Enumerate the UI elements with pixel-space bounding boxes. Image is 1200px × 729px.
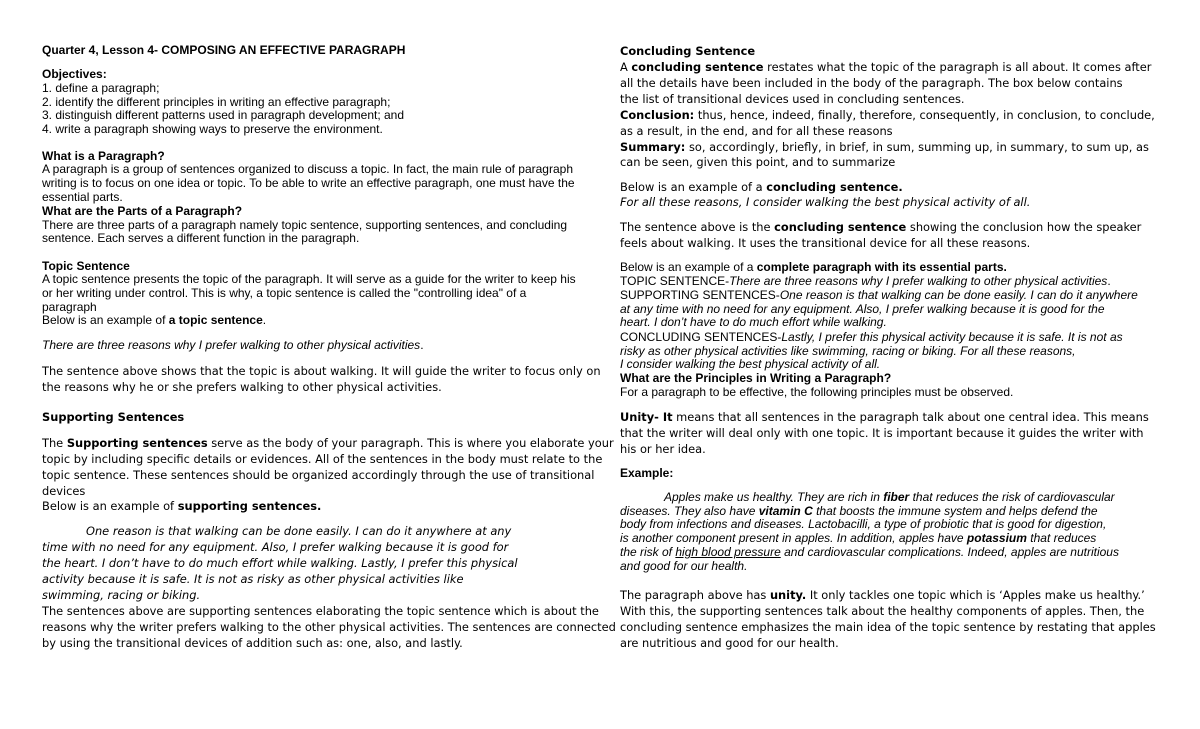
conclusion-devices: as a result, in the end, and for all these reasons <box>620 124 893 138</box>
apples-paragraph-line: body from infections and diseases. Lactobacilli, a type of probiotic that is good for digestion, <box>620 517 1107 531</box>
concluding-heading: Concluding Sentence <box>620 44 756 58</box>
paragraph-line: writing is to focus on one idea or topic. To be able to write an effective paragraph, one must have the <box>42 176 575 190</box>
paragraph-line: The sentence above shows that the topic is about walking. It will guide the writer to focus only on <box>42 364 601 378</box>
example-sentence: There are three reasons why I prefer walking to other physical activities. <box>42 338 424 352</box>
paragraph-line: sentence. Each serves a different function in the paragraph. <box>42 231 360 245</box>
example-intro: Below is an example of a topic sentence. <box>42 313 267 327</box>
paragraph-line: essential parts. <box>42 190 123 204</box>
paragraph-line: A concluding sentence restates what the topic of the paragraph is all about. It comes after <box>620 60 1152 74</box>
paragraph-line: concluding sentence emphasizes the main idea of the topic sentence by restating that apples <box>620 620 1156 634</box>
concluding-sentences-example: CONCLUDING SENTENCES-Lastly, I prefer this physical activity because it is safe. It is not as <box>620 330 1123 344</box>
supporting-sentences-example: at any time with no need for any equipment. Also, I prefer walking because it is good for the <box>620 302 1105 316</box>
paragraph-line: the reasons why he or she prefers walking to other physical activities. <box>42 380 442 394</box>
paragraph-line: all the details have been included in the body of the paragraph. The box below contains <box>620 76 1123 90</box>
apples-paragraph-line: is another component present in apples. In addition, apples have potassium that reduces <box>620 531 1097 545</box>
paragraph-line: reasons why the writer prefers walking to the other physical activities. The sentences are connected <box>42 620 616 634</box>
paragraph-line: his or her idea. <box>620 442 706 456</box>
concluding-sentences-example: I consider walking the best physical activity of all. <box>620 357 881 371</box>
paragraph-line: For a paragraph to be effective, the following principles must be observed. <box>620 385 1014 399</box>
paragraph-line: The paragraph above has unity. It only tackles one topic which is ‘Apples make us healthy.’ <box>620 588 1145 602</box>
supporting-sentences-example: heart. I don’t have to do much effort while walking. <box>620 315 887 329</box>
paragraph-line: feels about walking. It uses the transitional device for all these reasons. <box>620 236 1031 250</box>
paragraph-line: that the writer will deal only with one topic. It is important because it guides the writer with <box>620 426 1144 440</box>
what-is-heading: What is a Paragraph? <box>42 149 165 163</box>
paragraph-line: are nutritious and good for our health. <box>620 636 839 650</box>
paragraph-line: topic by including specific details or evidences. All of the sentences in the body must relate to the <box>42 452 603 466</box>
supporting-sentences-example: SUPPORTING SENTENCES-One reason is that walking can be done easily. I can do it anywhere <box>620 288 1138 302</box>
topic-heading: Topic Sentence <box>42 259 130 273</box>
summary-devices: can be seen, given this point, and to summarize <box>620 155 896 169</box>
objective-item: 1. define a paragraph; <box>42 81 160 95</box>
topic-sentence-example: TOPIC SENTENCE-There are three reasons why I prefer walking to other physical activities. <box>620 274 1111 288</box>
example-intro: Below is an example of a concluding sentence. <box>620 180 903 194</box>
paragraph-line: topic sentence. These sentences should be organized accordingly through the use of transitional <box>42 468 595 482</box>
paragraph-line: the list of transitional devices used in concluding sentences. <box>620 92 965 106</box>
example-sentence: time with no need for any equipment. Also, I prefer walking because it is good for <box>42 540 509 554</box>
objective-item: 3. distinguish different patterns used in paragraph development; and <box>42 108 405 122</box>
concluding-sentences-example: risky as other physical activities like swimming, racing or biking. For all these reasons, <box>620 344 1076 358</box>
paragraph-line: There are three parts of a paragraph namely topic sentence, supporting sentences, and concluding <box>42 218 567 232</box>
paragraph-line: The Supporting sentences serve as the body of your paragraph. This is where you elaborate your <box>42 436 614 450</box>
apples-paragraph-line: and good for our health. <box>620 559 748 573</box>
objective-item: 2. identify the different principles in writing an effective paragraph; <box>42 95 391 109</box>
example-heading: Example: <box>620 466 674 480</box>
parts-heading: What are the Parts of a Paragraph? <box>42 204 243 218</box>
example-intro: Below is an example of supporting sentences. <box>42 499 322 513</box>
example-sentence: activity because it is safe. It is not as risky as other physical activities like <box>42 572 464 586</box>
objectives-heading: Objectives: <box>42 67 107 81</box>
example-sentence: One reason is that walking can be done easily. I can do it anywhere at any <box>86 524 512 538</box>
paragraph-line: A paragraph is a group of sentences organized to discuss a topic. In fact, the main rule of paragraph <box>42 162 573 176</box>
paragraph-line: by using the transitional devices of addition such as: one, also, and lastly. <box>42 636 463 650</box>
paragraph-line: paragraph <box>42 300 97 314</box>
unity-definition: Unity- It means that all sentences in the paragraph talk about one central idea. This means <box>620 410 1149 424</box>
summary-devices: Summary: so, accordingly, briefly, in brief, in sum, summing up, in summary, to sum up, as <box>620 140 1149 154</box>
paragraph-line: The sentences above are supporting sentences elaborating the topic sentence which is about the <box>42 604 599 618</box>
lesson-title: Quarter 4, Lesson 4- COMPOSING AN EFFECTIVE PARAGRAPH <box>42 43 406 57</box>
paragraph-line: With this, the supporting sentences talk about the healthy components of apples. Then, the <box>620 604 1145 618</box>
conclusion-devices: Conclusion: thus, hence, indeed, finally, therefore, consequently, in conclusion, to conclude, <box>620 108 1155 122</box>
paragraph-line: The sentence above is the concluding sentence showing the conclusion how the speaker <box>620 220 1142 234</box>
example-intro: Below is an example of a complete paragraph with its essential parts. <box>620 260 1007 274</box>
example-sentence: swimming, racing or biking. <box>42 588 201 602</box>
apples-paragraph-line: Apples make us healthy. They are rich in fiber that reduces the risk of cardiovascular <box>664 490 1115 504</box>
paragraph-line: devices <box>42 484 86 498</box>
example-sentence: the heart. I don’t have to do much effort while walking. Lastly, I prefer this physical <box>42 556 518 570</box>
apples-paragraph-line: diseases. They also have vitamin C that boosts the immune system and helps defend the <box>620 504 1098 518</box>
example-sentence: For all these reasons, I consider walking the best physical activity of all. <box>620 195 1031 209</box>
objective-item: 4. write a paragraph showing ways to preserve the environment. <box>42 122 383 136</box>
apples-paragraph-line: the risk of high blood pressure and cardiovascular complications. Indeed, apples are nutritious <box>620 545 1119 559</box>
paragraph-line: A topic sentence presents the topic of the paragraph. It will serve as a guide for the writer to keep his <box>42 272 576 286</box>
principles-heading: What are the Principles in Writing a Paragraph? <box>620 371 892 385</box>
supporting-heading: Supporting Sentences <box>42 410 185 424</box>
paragraph-line: or her writing under control. This is why, a topic sentence is called the "controlling idea" of a <box>42 286 527 300</box>
